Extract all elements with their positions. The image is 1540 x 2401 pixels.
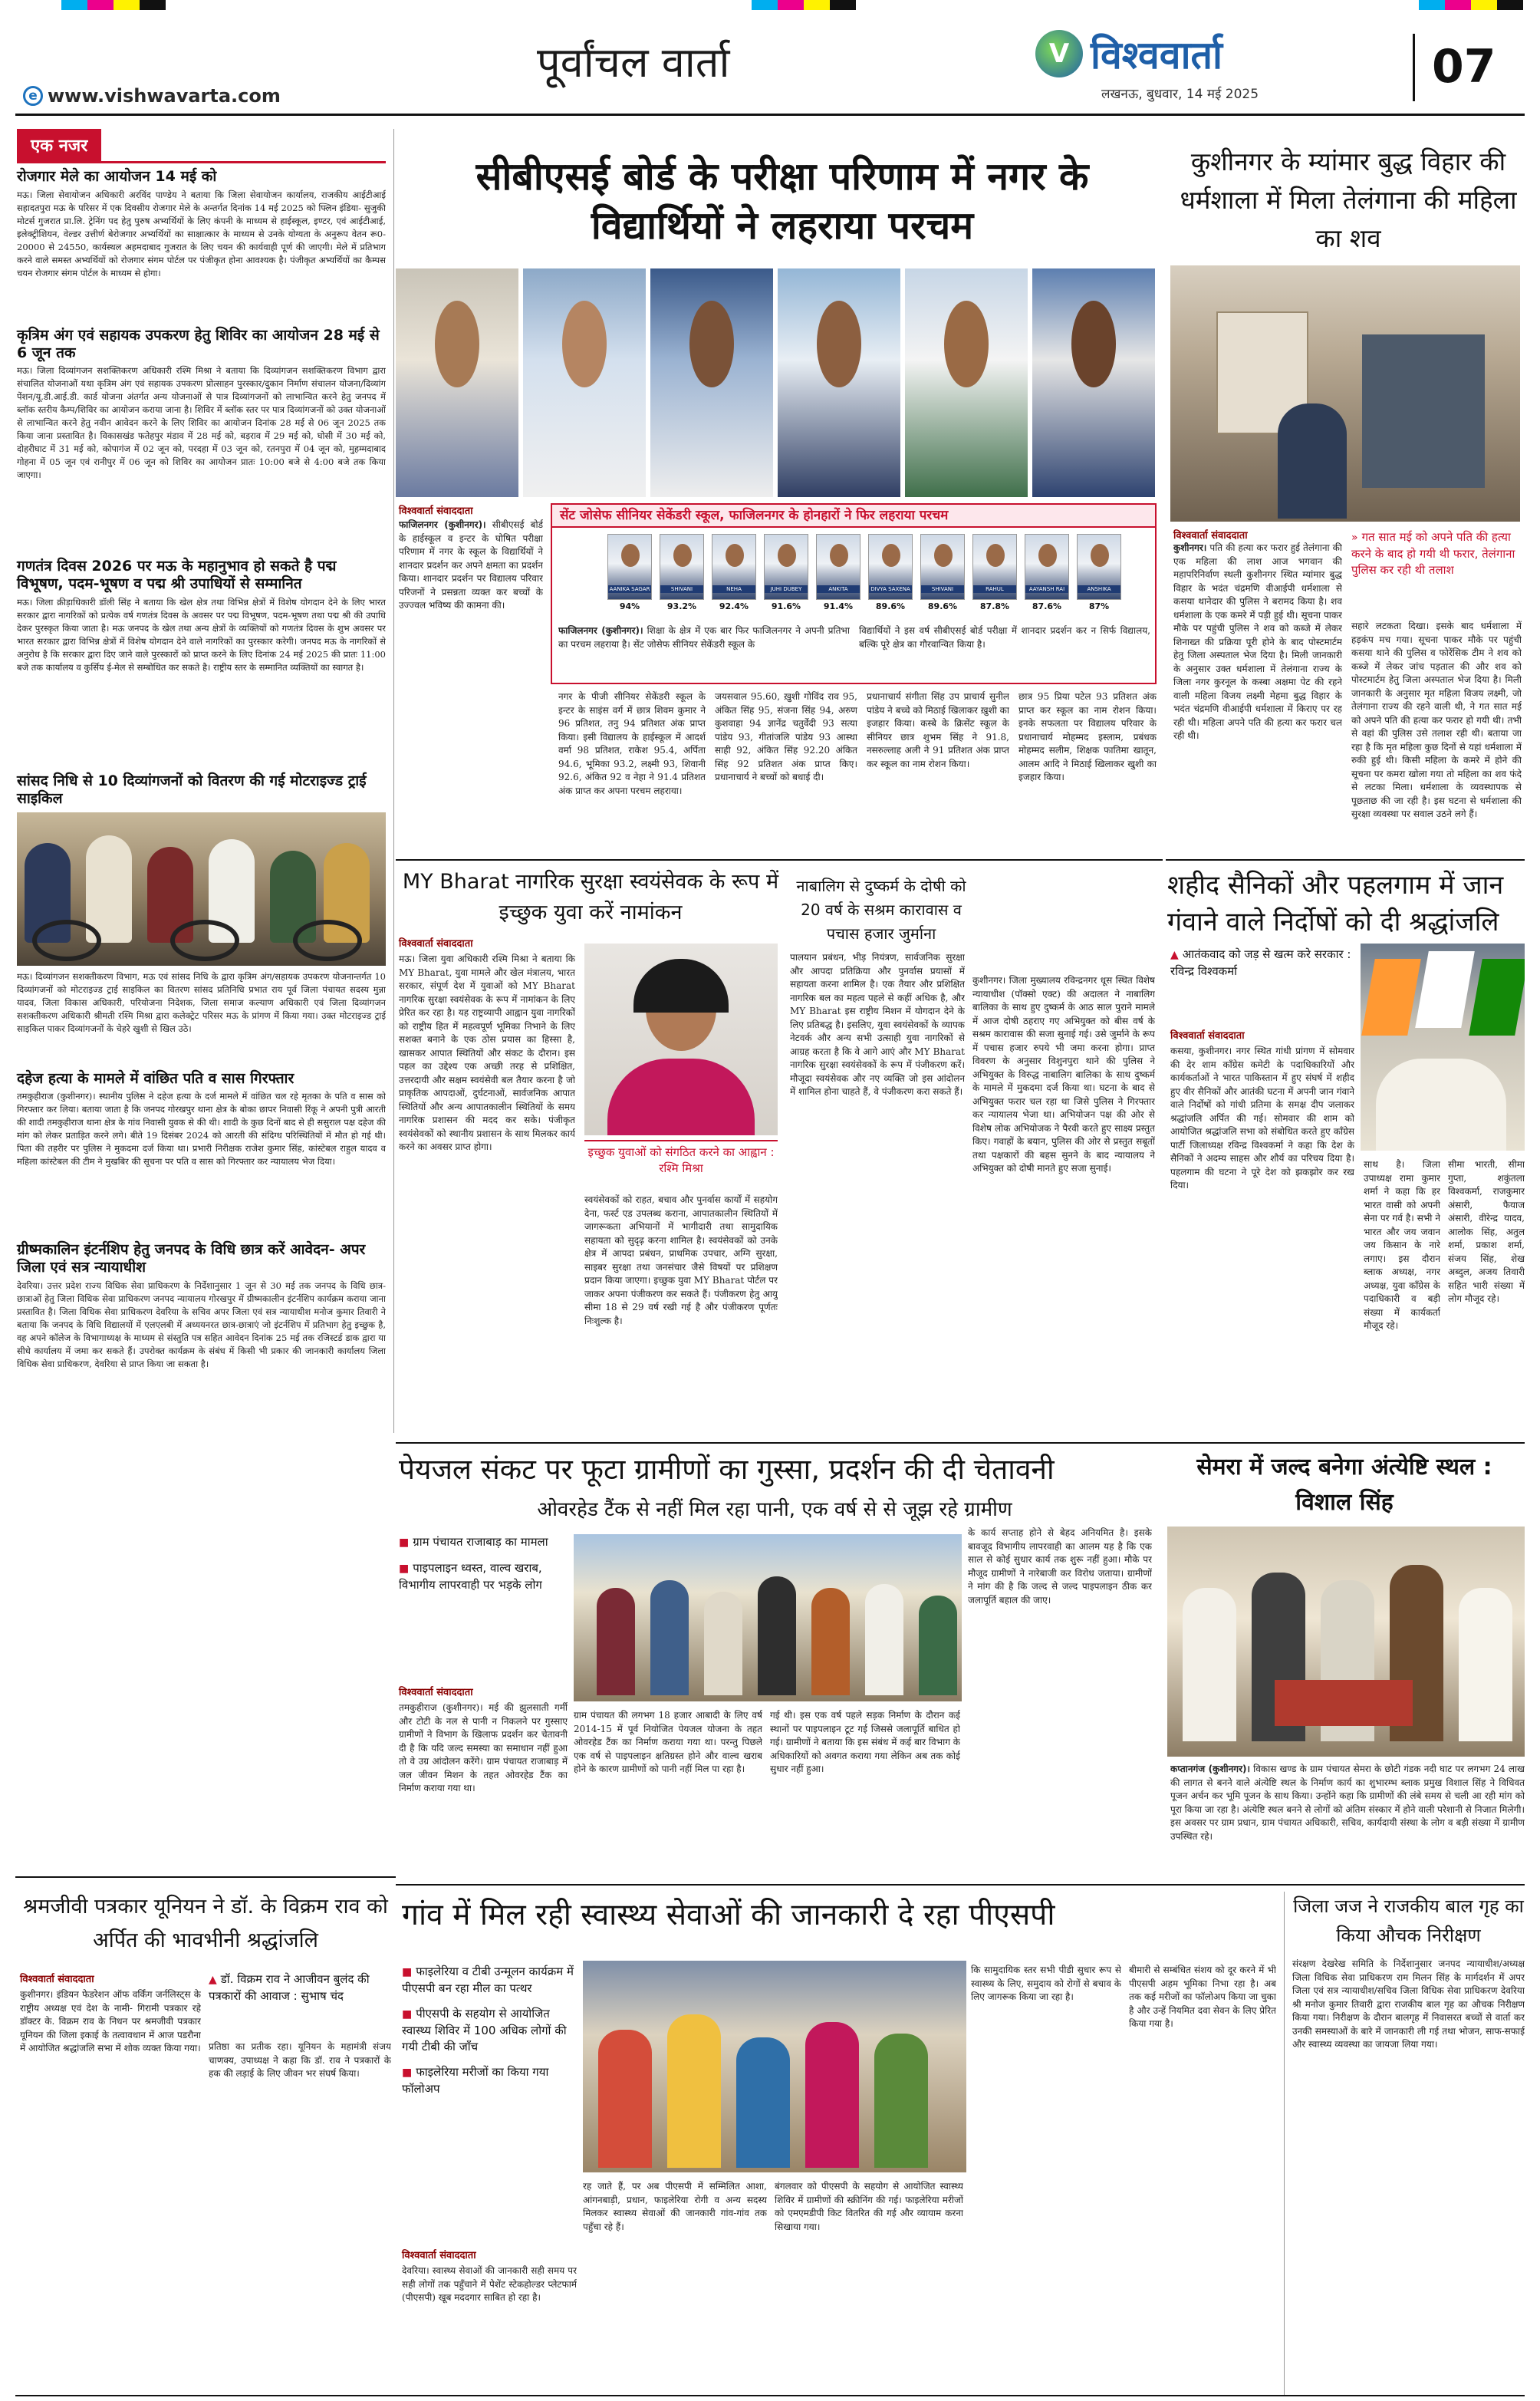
topper-percent: 93.2%: [666, 601, 697, 611]
pahalgam-photo: [1361, 944, 1525, 1151]
shramjeevi-col1: विश्ववार्ता संवाददाता कुशीनगर। इंडियन फेडरेशन ऑफ वर्किंग जर्नलिस्ट्स के राष्ट्रीय अध्यक्ष एवं देश के नामी- गिरामी पत्रकार रहे डॉक्टर के. विक्रम राव के निधन पर श्रमजीवी पत्रकार यूनियन की जिला इकाई के तत्वावधान में आज पडरौना में आयोजित श्रद्धांजलि सभा में शोक व्यक्त किया गया।: [20, 1974, 201, 2054]
topper-percent: 87.8%: [979, 601, 1010, 611]
topper-percent: 92.4%: [719, 601, 749, 611]
topper-name: DIVYA SAXENA: [869, 585, 912, 593]
topper-percent: 91.4%: [823, 601, 854, 611]
bihar-col1: विश्ववार्ता संवाददाता कुशीनगर। पति की हत्या कर फरार हुई तेलंगाना की एक महिला की लाश आज भगवान की महापरिनिर्वाण स्थली कुशीनगर स्थित म्यांमार बुद्ध विहार के भदंत चंद्रमणि वीआईपी धर्मशाला से कसया थानेदार की पुलिस ने बरामद किया है। शव धर्मशाला के एक कमरे में पड़ी हुई थी। सूचना पाकर मौके पर पहुंची पुलिस ने शव को कब्जे में लेकर शिनाख्त की प्रक्रिया पूरी होने के बाद पोस्टमार्टम हेतु जिला अस्पताल भेज दिया है। मिली जानकारी के अनुसार उक्त धर्मशाला में तेलंगाना राज्य के जिला नगर कुरनूल के कस्बा अक्षमा पेट की रहने वाली महिला विजय लक्ष्मी मेहमा बुद्ध विहार के भदंत चंद्रमणि वीआईपी धर्मशाला में किराए पर रह रही थी। महिला अपने पति की हत्या कर फरार चल रही थी।: [1173, 530, 1342, 741]
bihar-headline: कुशीनगर के म्यांमार बुद्ध विहार की धर्मशाला में मिला तेलंगाना की महिला का शव: [1180, 147, 1517, 253]
topper-thumbnail: [816, 534, 860, 600]
story-kritrim-body: मऊ। जिला दिव्यांगजन सशक्तिकरण अधिकारी रश्मि मिश्रा ने बताया कि दिव्यांगजन सशक्तिकरण विभाग द्वारा संचालित योजनाओं यथा कृत्रिम अंग एवं सहायक उपकरण प्रोत्साहन पुरस्कार/दुकान निर्माण संचालन योजना/दिव्यांग पेंशन/यू.डी.आई.डी. कार्ड योजना अंतर्गत अन्य योजनाओं से पात्र दिव्यांगजनों को लाभान्वित करने हेतु जनपद में ब्लॉक स्तरीय कैम्प/शिविर का आयोजन कराया जाना है। शिविर में ब्लॉक स्तर पर पात्र दिव्यांगजनों को उक्त योजनाओं से लाभान्वित करने हेतु नवीन आवेदन करने के लिए शिविर का आयोजन दिनांक 28 मई से 06 जून 2025 तक किया जाना प्रस्तावित है। विकासखंड फतेहपुर मंडाव में 28 मई को, बड़राव में 29 मई को, घोसी में 30 मई को, दोहरीघाट में 31 मई को, कोपागंज में 02 जून को, परदहा में 03 जून को, रतनपुरा में 04 जून को, मुहम्मदाबाद गोहना में 05 जून एवं रानीपुर में 06 जून को शिविर का आयोजन प्रातः 10:00 बजे से 4:00 बजे तक किया जाएगा।: [17, 365, 386, 481]
phc-body5: बीमारी से सम्बंधित संशय को दूर करने में भी पीएसपी अहम भूमिका निभा रहा है। अब तक कई मरीजों का फॉलोअप किया जा चुका है और उन्हें नियमित दवा सेवन के लिए प्रेरित किया गया है।: [1129, 1965, 1276, 2029]
water-body4: के कार्य सप्ताह होने से बेहद अनियमित है। इसके बावजूद विभागीय लापरवाही का आलम यह है कि एक साल से कोई सुधार कार्य तक शुरू नहीं हुआ। मौके पर मौजूद ग्रामीणों ने नारेबाजी कर विरोध जताया। ग्रामीणों ने मांग की है कि जल्द से जल्द पाइपलाइन ठीक कर जलापूर्ति बहाल की जाए।: [968, 1527, 1152, 1606]
topper-thumbnail: [660, 534, 704, 600]
triangle-bullet-icon: »: [1351, 532, 1358, 544]
court-headline: नाबालिग से दुष्कर्म के दोषी को 20 वर्ष के सश्रम कारावास व पचास हजार जुर्माना: [796, 877, 966, 943]
semra-body: कप्तानगंज (कुशीनगर)। विकास खण्ड के ग्राम पंचायत सेमरा के छोटी गंडक नदी घाट पर लगभग 24 लाख की लागत से बनने वाले अंत्येष्टि स्थल के निर्माण कार्य का शुभारम्भ ब्लाक प्रमुख विशाल सिंह ने विधिवत पूजन अर्चन कर भूमि पूजन के साथ किया। उन्होंने कहा कि ग्रामीणों की लंबे समय से चली आ रही मांग को पूरा किया जा रहा है। अंत्येष्टि स्थल बनने से लोगों को अंतिम संस्कार में होने वाली परेशानी से निजात मिलेगी। इस अवसर पर ग्राम प्रधान, ग्राम पंचायत अधिकारी, सचिव, कार्यदायी संस्था के लोग व बड़ी संख्या में ग्रामीण उपस्थित रहे।: [1170, 1764, 1525, 1842]
story-saansad-body: मऊ। दिव्यांगजन सशक्तीकरण विभाग, मऊ एवं सांसद निधि के द्वारा कृत्रिम अंग/सहायक उपकरण योजनान्तर्गत 10 दिव्यांगजनों को मोटराइज्ड ट्राई साइकिल का वितरण सांसद प्रतिनिधि प्रभात राय पूर्व जिला पंचायत सदस्य मुन्ना यादव, जिला विकास अधिकारी, परियोजना निदेशक, जिला समाज कल्याण अधिकारी एवं जिला दिव्यांगजन सशक्तीकरण अधिकारी श्रीमती रश्मि मिश्रा द्वारा कलेक्ट्रेट परिसर मऊ के प्रांगण में किया गया। उक्त मोटराइज्ड ट्राई साइकिल पाकर दिव्यांगजनों के चेहरे खुशी से खिल उठे।: [17, 970, 386, 1034]
topper-percent: 89.6%: [875, 601, 906, 611]
pahalgam-headline: शहीद सैनिकों और पहलगाम में जान गंवाने वाले निर्दोषों को दी श्रद्धांजलि: [1167, 870, 1504, 937]
topper-thumbnail: [712, 534, 756, 600]
vishwavarta-logo-icon: V: [1035, 30, 1083, 77]
mybharat-photo: [584, 944, 778, 1135]
mybharat-body3: पालयान प्रबंधन, भीड़ नियंत्रण, सार्वजनिक सुरक्षा और आपदा प्रतिक्रिया और पुनर्वास प्रयासों में सहायता करना शामिल है। एक तैयार और प्रशिक्षित नागरिक बल का महत्व पहले से कहीं अधिक है, और MY Bharat इस राष्ट्रीय मिशन में योगदान देने के लिए प्रतिबद्ध है। इसलिए, युवा स्वयंसेवकों के व्यापक नेटवर्क और अन्य सभी उत्साही युवा नागरिकों से आग्रह करता है कि वे आगे आएं और MY Bharat नागरिक सुरक्षा स्वयंसेवकों के रूप में पंजीकरण करें। मौजूदा स्वयंसेवक और नए व्यक्ति जो इस आंदोलन में शामिल होना चाहते हैं, वे पंजीकरण करा सकते हैं।: [790, 952, 965, 1097]
cbse-body1: सीबीएसई बोर्ड के हाईस्कूल व इन्टर के घोषित परीक्षा परिणाम में नगर के स्कूल के विद्यार्थियों ने शानदार प्रदर्शन कर अपने क्षमता का प्रदर्शन किया। शानदार प्रदर्शन पर विद्यालय परिवार परिजनों ने प्रसन्नता व्यक्त कर बच्चों के उज्ज्वल भविष्य की कामना की।: [399, 519, 543, 611]
site-url[interactable]: e www.vishwavarta.com: [23, 84, 281, 107]
stjoseph-body1: फाजिलनगर (कुशीनगर)। शिक्षा के क्षेत्र में एक बार फिर फाजिलनगर ने अपनी प्रतिभा का परचम लहराया है। सेंट जोसेफ सीनियर सेकेंडरी स्कूल के: [558, 625, 850, 650]
semra-headline: सेमरा में जल्द बनेगा अंत्येष्टि स्थल : विशाल सिंह: [1196, 1454, 1492, 1516]
mybharat-body2: स्वयंसेवकों को राहत, बचाव और पुनर्वास कार्यों में सहयोग देना, फर्स्ट एड उपलब्ध कराना, आपातकालीन स्थितियों में जागरूकता अभियानों में भागीदारी तथा सामुदायिक सहायता को सुदृढ़ करना शामिल है। स्वयंसेवकों को उनके क्षेत्र में आपदा प्रबंधन, प्राथमिक उपचार, अग्नि सुरक्षा, साइबर सुरक्षा तथा जनसंचार जैसे विषयों पर प्रशिक्षण प्रदान किया जाएगा। इच्छुक युवा MY Bharat पोर्टल पर जाकर अपना पंजीकरण कर सकते हैं। पंजीकरण हेतु आयु सीमा 18 से 29 वर्ष रखी गई है और पंजीकरण पूर्णतः निःशुल्क है।: [584, 1194, 778, 1326]
topper-thumbnail: [607, 534, 652, 600]
topper-thumbnail: [764, 534, 808, 600]
dateline: लखनऊ, बुधवार, 14 मई 2025: [1101, 87, 1259, 102]
topper-thumbnail: [972, 534, 1017, 600]
story-rojgar-head: रोजगार मेले का आयोजन 14 मई को: [17, 168, 217, 185]
balgrih-box: [1284, 1892, 1525, 2395]
brand-logo: V विश्ववार्ता: [1035, 28, 1222, 80]
color-swatch-bar: [0, 0, 1540, 11]
story-internship-head: ग्रीष्मकालिन इंटर्नशिप हेतु जनपद के विधि छात्र करें आवेदन- अपर जिला एवं सत्र न्यायाधीश: [17, 1241, 366, 1276]
water-body2: ग्राम पंचायत की लगभग 18 हजार आबादी के लिए वर्ष 2014-15 में पूर्व नियोजित पेयजल योजना के तहत ओवरहेड टैंक का निर्माण कराया गया था। परन्तु पिछले एक वर्ष से पाइपलाइन क्षतिग्रस्त होने और वाल्व खराब होने के कारण ग्रामीणों को पानी नहीं मिल पा रहा है।: [574, 1710, 762, 1774]
pahalgam-body3: सीमा भारती, सीमा गुप्ता, शकुंतला विश्वकर्मा, राजकुमार अंसारी, फैयाज अंसारी, वीरेन्द्र यादव, आलोक सिंह, अतुल शर्मा, प्रकाश शर्मा, संजय सिंह, शेख अब्दुल, अजय तिवारी सहित भारी संख्या में लोग मौजूद रहे।: [1448, 1159, 1525, 1304]
cbse-body2: नगर के पीजी सीनियर सेकेंडरी स्कूल के इन्टर के साइंस वर्ग में छात्र शिवम कुमार ने 96 प्रतिशत, तनु 94 प्रतिशत अंक प्राप्त किया। इसी विद्यालय के हाईस्कूल में आदर्श वर्मा 98 प्रतिशत, राकेश 95.4, अर्पिता 94.6, भूमिका 93.2, लक्ष्मी 93, शिवानी 92.6, अंकित 92 व नेहा ने 91.4 प्रतिशत अंक प्राप्त कर अपना परचम लहराया।: [558, 691, 706, 796]
pahalgam-col1: विश्ववार्ता संवाददाता कसया, कुशीनगर। नगर स्थित गांधी प्रांगण में सोमवार की देर शाम काँग्रेस कमेटी के पदाधिकारियों और कार्यकर्ताओं ने भारत पाकिस्तान में हुए संघर्ष में शहीद हुए वीर सैनिकों और आतंकी घटना में अपनी जान गंवाने वाले निर्दोषों को गांधी प्रतिमा के समक्ष दीप जलाकर श्रद्धांजलि अर्पित की गई। सोमवार की शाम को आयोजित श्रद्धांजलि सभा को संबोधित करते हुए काँग्रेस पार्टी जिलाध्यक्ष रविन्द्र विश्वकर्मा ने कहा कि देश के सैनिकों ने अदम्य साहस और शौर्य का परिचय दिया है। पहलगाम की घटना ने पूरे देश को झकझोर कर रख दिया।: [1170, 1030, 1354, 1191]
mybharat-headline: MY Bharat नागरिक सुरक्षा स्वयंसेवक के रूप में इच्छुक युवा करें नामांकन: [402, 870, 779, 924]
stjoseph-body2: विद्यार्थियों ने इस वर्ष सीबीएसई बोर्ड परीक्षा में शानदार प्रदर्शन कर न सिर्फ विद्यालय, बल्कि पूरे क्षेत्र का गौरवान्वित किया है।: [859, 625, 1150, 650]
section-title: पूर्वांचल वार्ता: [537, 38, 730, 87]
water-body3: गई थी। इस एक वर्ष पहले सड़क निर्माण के दौरान कई स्थानों पर पाइपलाइन टूट गई जिससे जलापूर्ति बाधित हो गई। ग्रामीणों ने बताया कि इस संबंध में कई बार विभाग के अधिकारियों को अवगत कराया गया लेकिन अब तक कोई सुधार नहीं हुआ।: [770, 1710, 960, 1774]
topper-name: AAYANSH RAI: [1025, 585, 1068, 593]
cbse-col1: विश्ववार्ता संवाददाता फाजिलनगर (कुशीनगर)। सीबीएसई बोर्ड के हाईस्कूल व इन्टर के घोषित परीक्षा परिणाम में नगर के स्कूल के विद्यार्थियों ने शानदार प्रदर्शन कर अपने क्षमता का प्रदर्शन किया। शानदार प्रदर्शन पर विद्यालय परिवार परिजनों ने प्रसन्नता व्यक्त कर बच्चों के उज्ज्वल भविष्य की कामना की।: [399, 506, 543, 611]
cbse-headline: सीबीएसई बोर्ड के परीक्षा परिणाम में नगर के विद्यार्थियों ने लहराया परचम: [475, 154, 1089, 248]
topper-name: RAHUL: [973, 585, 1016, 593]
phc-photo: [583, 1961, 966, 2172]
bihar-body2: सहारे लटकता दिखा। इसके बाद धर्मशाला में हड़कंप मच गया। सूचना पाकर मौके पर पहुंची कसया थाने की पुलिस व फोरेंसिक टीम ने शव को कब्जे में लेकर जांच पड़ताल की और शव को पोस्टमार्टम हेतु जिला अस्पताल भेज दिया है। मिली जानकारी के अनुसार मृत महिला विजय लक्ष्मी, जो तेलंगाना राज्य की रहने वाली थी, ने गत सात मई को अपने पति की हत्या कर फरार हो गयी थी। तभी से वहां की पुलिस उसे तलाश रही थी। बताया जा रहा है कि मृत महिला कुछ दिनों से यहां धर्मशाला में रुकी हुई थी। किसी महिला के कमरे में होने की सूचना पर कमरा खोला गया तो महिला का शव फंदे से लटका मिला। धर्मशाला के व्यवस्थापक से पूछताछ की जा रही है। इस घटना से धर्मशाला की सुरक्षा व्यवस्था पर सवाल उठने लगे हैं।: [1351, 621, 1522, 819]
cbse-body4: प्रधानाचार्य संगीता सिंह उप प्राचार्य सुनील पांडेय ने बच्चे को मिठाई खिलाकर ख़ुशी का इजहार किया। कस्बे के क्रिसेंट स्कूल के सीनियर छात्र शुभम सिंह ने 91.8, नसरुल्लाह अली ने 91 प्रतिशत अंक प्राप्त कर स्कूल का नाम रोशन किया।: [867, 691, 1009, 769]
story-dahej-head: दहेज हत्या के मामले में वांछित पति व सास गिरफ्तार: [17, 1069, 295, 1087]
pahalgam-body2: साथ है। जिला उपाध्यक्ष रामा कुमार शर्मा ने कहा कि हर भारत वासी को अपनी सेना पर गर्व है। सभी ने भारत और जय जवान जय किसान के नारे लगाए। इस दौरान ब्लाक अध्यक्ष, नगर अध्यक्ष, युवा काँग्रेस के पदाधिकारी व बड़ी संख्या में कार्यकर्ता मौजूद रहे।: [1364, 1159, 1440, 1331]
shramjeevi-body2: प्रतिष्ठा का प्रतीक रहा। यूनियन के महामंत्री संजय चाणक्य, उपाध्यक्ष ने कहा कि डॉ. राव ने पत्रकारों के हक की लड़ाई के लिए जीवन भर संघर्ष किया।: [209, 2041, 391, 2079]
story-rojgar-body: मऊ। जिला सेवायोजन अधिकारी अरविंद पाण्डेय ने बताया कि जिला सेवायोजन कार्यालय, राजकीय आईटीआई सहादतपुरा मऊ के परिसर में एक दिवसीय रोजगार मेले के अन्तर्गत दिनांक 14 मई 2025 को फ्लिन इंडिया- सुजुकी मोटर्स गुजरात प्रा.लि. ट्रेनिंग पद हेतु पुरुष अभ्यर्थियों के लिए कंपनी के माध्यम से हाईस्कूल, इण्टर, एवं आईटीआई, इलेक्ट्रीशियन, वेल्डर उत्तीर्ण बेरोजगार अभ्यर्थियों का साक्षात्कार के माध्यम से उनके योग्यता के अनुरूप वेतन रू0-20000 से 24550, कार्यस्थल अहमदाबाद गुजरात के लिए चयन की कार्यवाही पूर्ण की जाएगी। मेले में प्रतिभाग करने वाले समस्त अभ्यर्थियों को रोजगार संगम पोर्टल पर पंजीकृत होना आवश्यक है। पंजीकृत अभ्यर्थियों का कैम्पस चयन रोजगार संगम पोर्टल के माध्यम से होगा।: [17, 189, 386, 278]
phc-body2: रह जाते हैं, पर अब पीएसपी में सम्मिलित आशा, आंगनबाड़ी, प्रधान, फाइलेरिया रोगी व अन्य सदस्य मिलकर स्वास्थ्य सेवाओं की जानकारी गांव-गांव तक पहुँचा रहे हैं।: [583, 2181, 767, 2232]
balgrih-body: संरक्षण देखरेख समिति के निर्देशानुसार जनपद न्यायाधीश/अध्यक्ष जिला विधिक सेवा प्राधिकरण राम मिलन सिंह के मार्गदर्शन में अपर जिला एवं सत्र न्यायाधीश/सचिव जिला विधिक सेवा प्राधिकरण देवरिया श्री मनोज कुमार तिवारी द्वारा राजकीय बाल गृह का औचक निरीक्षण किया गया। निरीक्षण के दौरान बालगृह में निवासरत बच्चों से वार्ता कर उनकी समस्याओं के बारे में जानकारी ली गई तथा भोजन, साफ-सफाई और स्वास्थ्य व्यवस्था का जायजा लिया गया।: [1292, 1958, 1525, 2050]
topper-thumbnail: [1025, 534, 1069, 600]
header-rule: [15, 114, 1525, 116]
story-dahej-body: तमकुहीराज (कुशीनगर)। स्थानीय पुलिस ने दहेज हत्या के दर्ज मामले में वांछित चल रहे मृतका के पति व सास को गिरफ्तार कर लिया। बताया जाता है कि जनपद गोरखपुर थाना क्षेत्र के बोका छापर निवासी रिंकू ने अपनी पुत्री आरती की शादी तमकुहीराज थाना क्षेत्र के गांव निवासी युवक से की थी। शादी के कुछ दिनों बाद से ही ससुराल पक्ष दहेज की मांग को लेकर प्रताड़ित करने लगे। बीते 19 दिसंबर 2024 को आरती की संदिग्ध परिस्थितियों में मौत हो गई थी। पिता की तहरीर पर पुलिस ने मुकदमा दर्ज किया था। प्रभारी निरीक्षक राजेश कुमार सिंह, कांस्टेबल राहुल यादव व महिला कांस्टेबल की टीम ने मुखबिर की सूचना पर पति व सास को गिरफ्तार कर न्यायालय भेज दिया।: [17, 1091, 386, 1168]
stjoseph-thumbnails: [607, 534, 1144, 618]
page-number: 07: [1413, 34, 1520, 101]
topper-name: JUHI DUBEY: [765, 585, 808, 593]
phc-body3: बंगलवार को पीएसपी के सहयोग से आयोजित स्वास्थ्य शिविर में ग्रामीणों की स्क्रीनिंग की गई। फाइलेरिया मरीजों को एमएमडीपी किट वितरित की गई और व्यायाम करना सिखाया गया।: [775, 2181, 963, 2232]
pahalgam-quote: ▲ आतंकवाद को जड़ से खत्म करे सरकार : रविन्द्र विश्वकर्मा: [1170, 947, 1351, 978]
story-saansad-head: सांसद निधि से 10 दिव्यांगजनों को वितरण की गई मोटराइज्ड ट्राई साइकिल: [17, 772, 367, 807]
cbse-place: फाजिलनगर (कुशीनगर)।: [399, 519, 486, 530]
tricycle-photo: [17, 812, 386, 966]
topper-percent: 89.6%: [927, 601, 958, 611]
stjoseph-title: सेंट जोसेफ सीनियर सेकेंडरी स्कूल, फाजिलनगर के होनहारों ने फिर लहराया परचम: [552, 505, 1155, 528]
topper-name: ANSHIKA: [1078, 585, 1120, 593]
topper-thumbnail: [920, 534, 965, 600]
topper-percent: 87.6%: [1032, 601, 1062, 611]
phc-headline: गांव में मिल रही स्वास्थ्य सेवाओं की जानकारी दे रहा पीएसपी: [402, 1898, 1055, 1932]
phc-col1: विश्ववार्ता संवाददाता देवरिया। स्वास्थ्य सेवाओं की जानकारी सही समय पर सही लोगों तक पहुँचाने में पेशेंट स्टेकहोल्डर प्लेटफार्म (पीएसपी) खूब मददगार साबित हो रहा है।: [402, 2250, 577, 2303]
shramjeevi-headline: श्रमजीवी पत्रकार यूनियन ने डॉ. के विक्रम राव को अर्पित की भावभीनी श्रद्धांजलि: [23, 1895, 388, 1952]
bihar-photo: [1170, 265, 1520, 522]
cbse-body5: छात्र 95 प्रिया पटेल 93 प्रतिशत अंक प्राप्त कर स्कूल का नाम रोशन किया। इनके सफलता पर विद्यालय परिवार के प्रधानाचार्य मोहम्मद इस्लाम, प्रबंधक मोहम्मद सलीम, शिक्षक फातिमा खातून, आलम आदि ने मिठाई खिलाकर खुशी का इजहार किया।: [1018, 691, 1157, 782]
story-padma-head: गणतंत्र दिवस 2026 पर मऊ के महानुभाव हो सकते है पद्म विभूषण, पदम-भूषण व पद्म श्री उपाधियों से सम्मानित: [17, 558, 337, 593]
story-internship-body: देवरिया। उत्तर प्रदेश राज्य विधिक सेवा प्राधिकरण के निर्देशानुसार 1 जून से 30 मई तक जनपद के विधि छात्र-छात्राओं हेतु जिला विधिक सेवा प्राधिकरण जनपद न्यायालय गोरखपुर में ग्रीष्मकालीन इंटर्नशिप कार्यक्रम कराया जाना प्रस्तावित है। जिला विधिक सेवा प्राधिकरण देवरिया के सचिव अपर जिला एवं सत्र न्यायाधीश मनोज कुमार तिवारी ने बताया कि जनपद के विधि विद्यालयों में एलएलबी में अध्ययनरत छात्र-छात्राएं जो इंटर्नशिप में प्रतिभाग हेतु इच्छुक है, वह अपने कॉलेज के विभागाध्यक्ष के माध्यम से संस्तुति पत्र सहित आवेदन दिनांक 25 मई तक रजिस्टर्ड डाक द्वारा या सीधे कार्यालय में जमा कर सकते हैं। उपरोक्त कार्यक्रम के संबंध में किसी भी प्रकार की जानकारी कार्यालय जिला विधिक सेवा प्राधिकरण, देवरिया से प्राप्त किया जा सकता है।: [17, 1280, 386, 1369]
balgrih-headline: जिला जज ने राजकीय बाल गृह का किया औचक निरीक्षण: [1293, 1895, 1524, 1946]
cbse-photo-strip: [396, 268, 1155, 497]
story-padma-body: मऊ। जिला क्रीड़ाधिकारी डॉली सिंह ने बताया कि खेल क्षेत्र तथा विभिन्न क्षेत्रों में विशेष योगदान देने के लिए भारत सरकार द्वारा नागरिकों को प्रत्येक वर्ष गणतंत्र दिवस के अवसर पर पद्म विभूषण, पदम-भूषण तथा पद्म श्री की उपाधि देकर पुरस्कृत किया जाता है। मऊ जनपद के खेल तथा अन्य क्षेत्रों के व्यक्तियों को गणतंत्र दिवस के शुभ अवसर पर भारत सरकार द्वारा विभिन्न क्षेत्रों में विशेष योगदान देने वाले नागरिकों का पुरस्कार करेगी। जनपद मऊ के नागरिकों से अनुरोध है कि सरकार द्वारा दिए जाने वाले पुरस्कारों को प्राप्त करने के लिए दिनांक 24 मई 2025 की प्रातः 11:00 बजे तक कार्यालय व कुर्सिय ई-मेल से सम्बोधित कर सकते है। राष्ट्रीय स्तर के सम्मानित व्यक्तियों का स्वागत है।: [17, 596, 386, 673]
topper-name: SHIVANI: [660, 585, 703, 593]
shramjeevi-quote: ▲ डॉ. विक्रम राव ने आजीवन बुलंद की पत्रकारों की आवाज : सुभाष चंद: [209, 1972, 370, 2003]
topper-thumbnail: [868, 534, 913, 600]
phc-body4: कि सामुदायिक स्तर सभी पीडी सुधार रूप से स्वास्थ्य के लिए, समुदाय को रोगों से बचाव के लिए जागरूक किया जा रहा है।: [971, 1965, 1121, 2002]
water-col1: विश्ववार्ता संवाददाता तमकुहीराज (कुशीनगर)। मई की झुलसाती गर्मी और टोटी के नल से पानी न निकलने पर गुस्साए ग्रामीणों ने विभाग के खिलाफ प्रदर्शन कर चेतावनी दी है कि यदि जल्द समस्या का समाधान नहीं हुआ तो वे उग्र आंदोलन करेंगे। ग्राम पंचायत राजाबाड़ में जल जीवन मिशन के तहत ओवरहेड टैंक का निर्माण कराया गया था।: [399, 1687, 568, 1793]
water-headline: पेयजल संकट पर फूटा ग्रामीणों का गुस्सा, प्रदर्शन की दी चेतावनी: [399, 1453, 1055, 1486]
water-subhead: ओवरहेड टैंक से नहीं मिल रहा पानी, एक वर्ष से से जूझ रहे ग्रामीण: [537, 1498, 1012, 1521]
topper-percent: 94%: [619, 601, 640, 611]
topper-name: AANIKA SAGAR: [609, 586, 650, 592]
bihar-quote: » गत सात मई को अपने पति की हत्या करने के बाद हो गयी थी फरार, तेलंगाना पुलिस कर रही थी तलाश: [1351, 530, 1515, 577]
topper-name: NEHA: [712, 585, 755, 593]
water-bullets: ■ ग्राम पंचायत राजाबाड़ का मामला ■ पाइपलाइन ध्वस्त, वाल्व खराब, विभागीय लापरवाही पर भड़के लोग: [399, 1535, 548, 1592]
water-photo: [574, 1534, 962, 1701]
mybharat-caption: इच्छुक युवाओं को संगठित करने का आह्वान : रश्मि मिश्रा: [584, 1140, 778, 1186]
topper-percent: 87%: [1088, 601, 1110, 611]
mybharat-col1: विश्ववार्ता संवाददाता मऊ। जिला युवा अधिकारी रश्मि मिश्रा ने बताया कि MY Bharat, युवा मामले और खेल मंत्रालय, भारत सरकार, संपूर्ण देश में युवाओं को MY Bharat नागरिक सुरक्षा स्वयंसेवक के रूप में नामांकन के लिए प्रेरित कर रहा है। यह राष्ट्रव्यापी आह्वान युवा नागरिकों को राष्ट्रीय हित में महत्वपूर्ण भूमिका निभाने के लिए सशक्त बनाने के एक ठोस प्रयास का हिस्सा है, खासकर आपात स्थितियों और संकट के दौरान। इस पहल का उद्देश्य एक अच्छी तरह से प्रशिक्षित, उत्तरदायी और सक्षम स्वयंसेवी बल तैयार करना है जो प्राकृतिक आपदाओं, दुर्घटनाओं, सार्वजनिक आपात स्थितियों और अन्य आपातकालीन स्थितियों के समय नागरिक प्रशासन की मदद कर सके। पंजीकृत स्वयंसेवकों को स्थानीय प्रशासन के साथ मिलकर कार्य करने का अवसर प्राप्त होगा।: [399, 938, 575, 1152]
cbse-body3: जयसवाल 95.60, ख़ुशी गोविंद राव 95, अंकित सिंह 95, संजना सिंह 94, अरुण कुशवाहा 94 ज्ञानेंद्र चतुर्वेदी 93 सत्या पांडेय 93, गीतांजलि पांडेय 93 आस्था साही 92, अंकित सिंह 92.20 अंकित सिंह 92 प्रतिशत अंक प्राप्त किए।प्रधानाचार्य ने बच्चों को बधाई दी।: [715, 691, 857, 782]
topper-name: SHIVANI: [921, 585, 964, 593]
e-globe-icon: e: [23, 86, 43, 106]
semra-photo: [1167, 1527, 1525, 1757]
phc-bullets: ■ फाइलेरिया व टीबी उन्मूलन कार्यक्रम में पीएसपी बन रहा मील का पत्थर ■ पीएसपी के सहयोग से आयोजित स्वास्थ्य शिविर में 100 अधिक लोगों की गयी टीबी की जाँच ■ फाइलेरिया मरीजों का किया गया फॉलोअप: [402, 1965, 574, 2096]
story-kritrim-head: कृत्रिम अंग एवं सहायक उपकरण हेतु शिविर का आयोजन 28 मई से 6 जून तक: [17, 326, 380, 361]
left-column: [17, 129, 394, 1433]
topper-thumbnail: [1077, 534, 1121, 600]
court-body: कुशीनगर। जिला मुख्यालय रविन्द्रनगर धूस स्थित विशेष न्यायाधीश (पॉक्सो एक्ट) की अदालत ने नाबालिग बालिका के साथ हुए दुष्कर्म के आठ साल पुराने मामले में आज दोषी ठहराए गए अभियुक्त को बीस वर्ष के सश्रम कारावास की सजा सुनाई गई। उसे जुर्माने के रूप में पचास हजार रुपये भी जमा करना होगा। प्राप्त विवरण के अनुसार विशुनपुरा थाने की पुलिस ने अभियुक्त के विरुद्ध नाबालिग बालिका के साथ दुष्कर्म के मामले में मुकदमा दर्ज किया था। घटना के बाद से अभियुक्त फरार चल रहा था जिसे पुलिस ने गिरफ्तार कर न्यायालय भेजा था। अभियोजन पक्ष की ओर से विशेष लोक अभियोजक ने पैरवी करते हुए साक्ष्य प्रस्तुत किए। गवाहों के बयान, पुलिस की ओर से प्रस्तुत सबूतों तथा पक्षकारों की बहस सुनने के बाद न्यायालय ने अभियुक्त को दोषी मानते हुए सजा सुनाई।: [972, 975, 1155, 1174]
topper-percent: 91.6%: [771, 601, 801, 611]
stjoseph-box: [551, 503, 1157, 684]
ek-nazar-label: एक नजर: [17, 129, 101, 161]
topper-name: ANKITA: [817, 585, 860, 593]
